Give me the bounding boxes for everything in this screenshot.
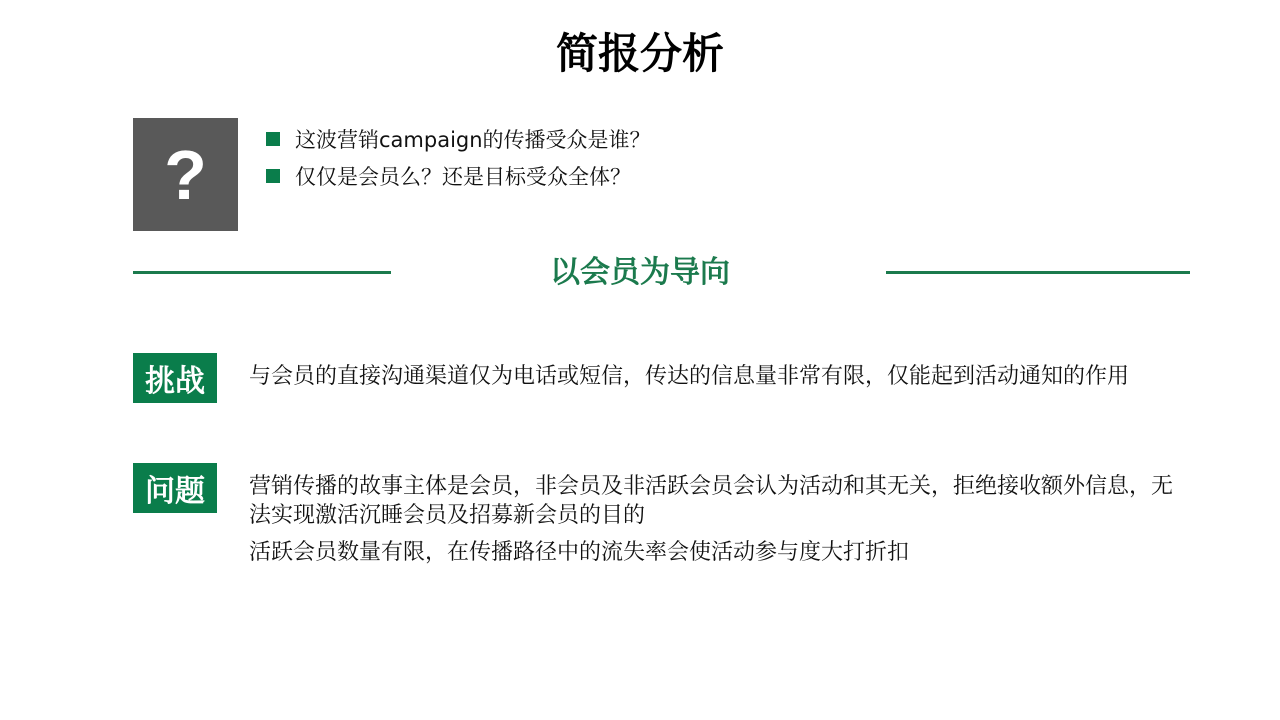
problem-text-2: 活跃会员数量有限，在传播路径中的流失率会使活动参与度大打折扣 bbox=[249, 540, 910, 565]
square-bullet-icon bbox=[266, 169, 280, 183]
page-title: 简报分析 bbox=[555, 29, 724, 78]
challenge-text: 与会员的直接沟通渠道仅为电话或短信，传达的信息量非常有限，仅能起到活动通知的作用 bbox=[249, 364, 1130, 389]
section-subtitle: 以会员为导向 bbox=[550, 255, 730, 290]
right-divider bbox=[886, 271, 1190, 274]
question-mark-icon: ? bbox=[164, 135, 207, 214]
bullet-item bbox=[266, 157, 651, 194]
challenge-tag: 挑战 bbox=[133, 353, 217, 403]
bullet-text: 仅仅是会员么？还是目标受众全体？ bbox=[295, 164, 631, 189]
problem-text-1: 营销传播的故事主体是会员，非会员及非活跃会员会认为活动和其无关，拒绝接收额外信息，无法实现激活沉睡会员及招募新会员的目的 bbox=[249, 474, 1174, 528]
bullet-item bbox=[266, 120, 651, 157]
problem-tag: 问题 bbox=[133, 463, 217, 513]
square-bullet-icon bbox=[266, 132, 280, 146]
bullet-text: 这波营销campaign的传播受众是谁？ bbox=[295, 127, 651, 152]
question-list bbox=[266, 120, 651, 194]
question-box bbox=[133, 118, 238, 231]
left-divider bbox=[133, 271, 391, 274]
